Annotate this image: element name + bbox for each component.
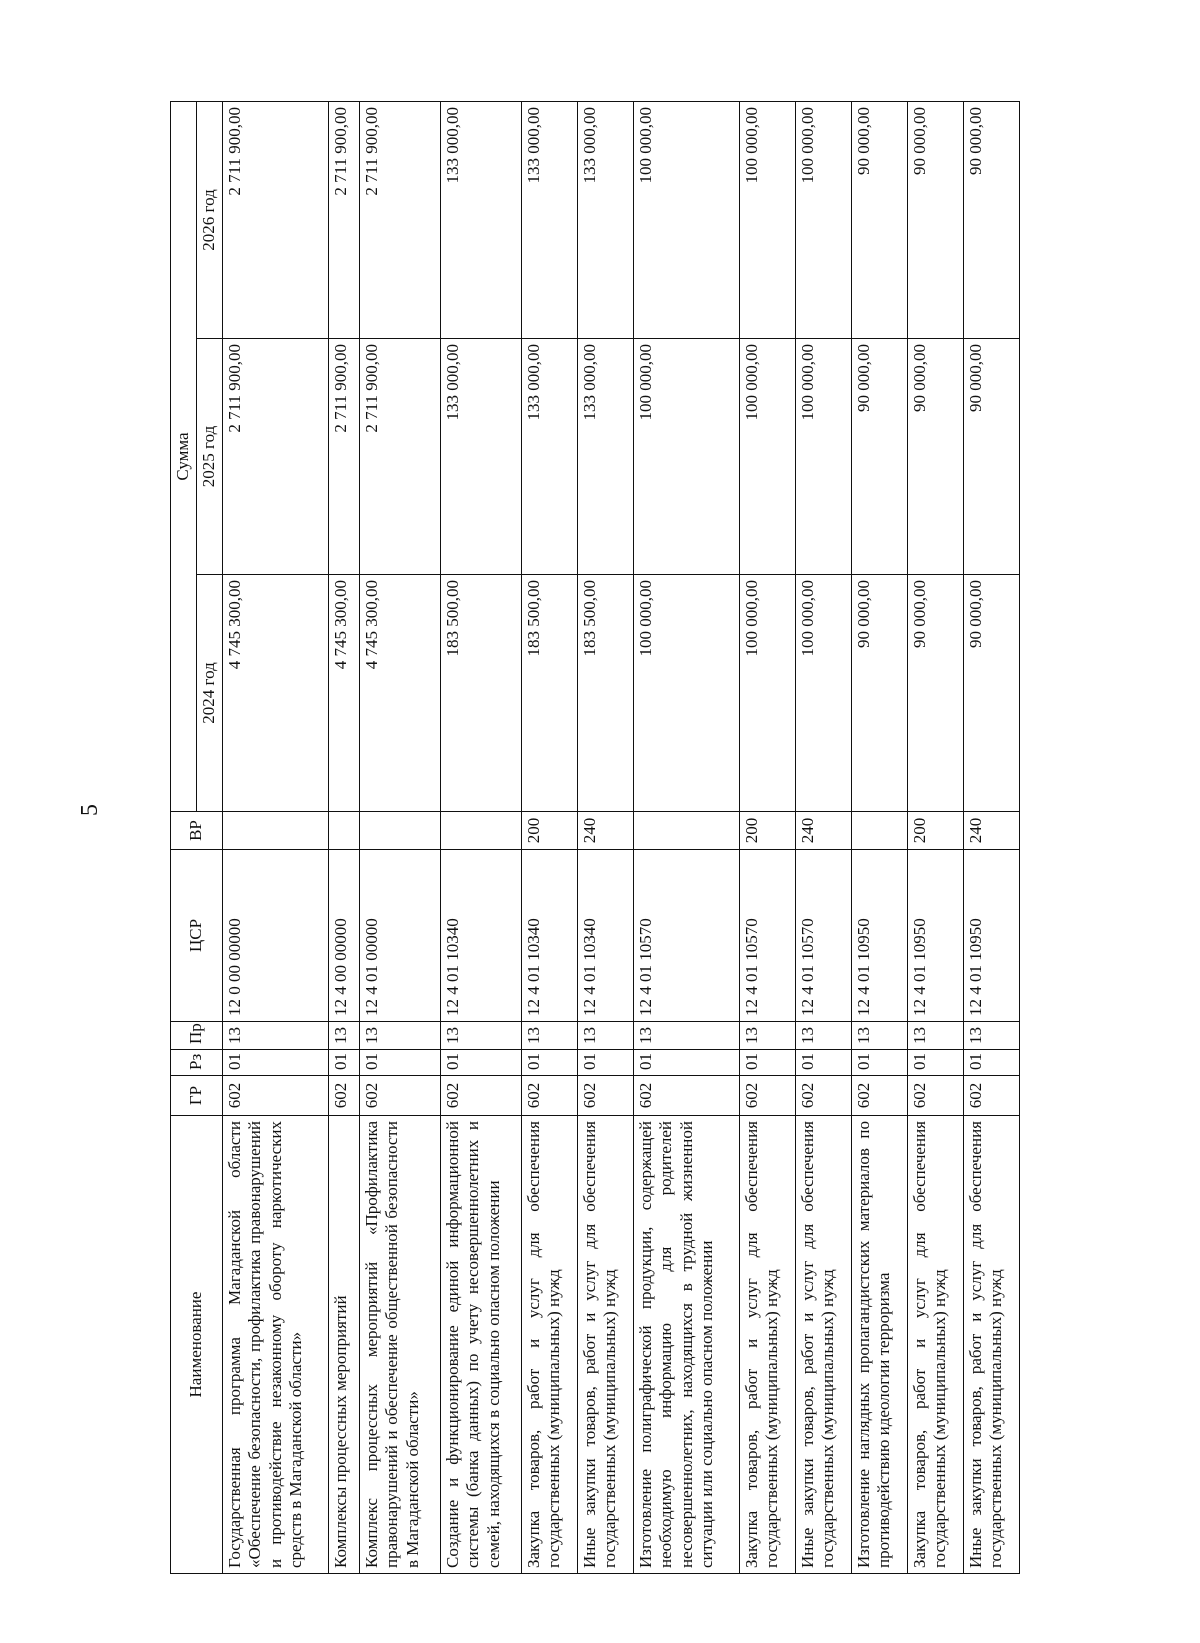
cell-name: Закупка товаров, работ и услуг для обеспечения государственных (муниципальных) нужд	[739, 1116, 795, 1574]
cell-csr: 12 4 01 10570	[795, 850, 851, 1022]
cell-2026: 100 000,00	[739, 101, 795, 338]
cell-pr: 13	[963, 1022, 1019, 1050]
cell-csr: 12 4 01 10950	[907, 850, 963, 1022]
cell-rz: 01	[359, 1050, 440, 1076]
cell-gr: 602	[521, 1076, 577, 1116]
cell-gr: 602	[577, 1076, 633, 1116]
cell-vr: 200	[739, 812, 795, 850]
cell-rz: 01	[521, 1050, 577, 1076]
cell-vr: 200	[907, 812, 963, 850]
cell-2025: 2 711 900,00	[359, 339, 440, 575]
table-row	[633, 101, 739, 1573]
cell-2026: 100 000,00	[795, 101, 851, 338]
table-row	[907, 101, 963, 1573]
budget-table	[170, 101, 1020, 1574]
cell-csr: 12 4 01 10950	[963, 850, 1019, 1022]
cell-name: Иные закупки товаров, работ и услуг для обеспечения государственных (муниципальных) нужд	[577, 1116, 633, 1574]
cell-pr: 13	[521, 1022, 577, 1050]
cell-name: Государственная программа Магаданской области «Обеспечение безопасности, профилактика правонарушений и противодействие незаконному обороту наркотических средств в Магаданской области»	[223, 1116, 329, 1574]
cell-rz: 01	[577, 1050, 633, 1076]
cell-2026: 90 000,00	[963, 101, 1019, 338]
cell-2026: 100 000,00	[633, 101, 739, 338]
cell-vr: 240	[963, 812, 1019, 850]
table-row	[963, 101, 1019, 1573]
cell-2026: 2 711 900,00	[223, 101, 329, 338]
page-number: 5	[77, 804, 103, 816]
cell-name: Изготовление наглядных пропагандистских материалов по противодействию идеологии терроризма	[851, 1116, 907, 1574]
cell-csr: 12 4 01 10950	[851, 850, 907, 1022]
header-pr: Пр	[171, 1022, 223, 1050]
cell-2025: 90 000,00	[851, 339, 907, 575]
cell-2025: 90 000,00	[963, 339, 1019, 575]
cell-gr: 602	[440, 1076, 521, 1116]
cell-2026: 90 000,00	[907, 101, 963, 338]
cell-2026: 133 000,00	[521, 101, 577, 338]
cell-name: Комплексы процессных мероприятий	[328, 1116, 359, 1574]
cell-rz: 01	[907, 1050, 963, 1076]
cell-vr	[440, 812, 521, 850]
cell-csr: 12 4 01 10340	[521, 850, 577, 1022]
table-row	[440, 101, 521, 1573]
cell-2025: 2 711 900,00	[223, 339, 329, 575]
cell-csr: 12 4 01 10340	[440, 850, 521, 1022]
cell-vr	[633, 812, 739, 850]
cell-vr	[328, 812, 359, 850]
cell-name: Иные закупки товаров, работ и услуг для обеспечения государственных (муниципальных) нужд	[795, 1116, 851, 1574]
cell-rz: 01	[328, 1050, 359, 1076]
cell-vr	[851, 812, 907, 850]
table-header	[171, 101, 223, 1573]
cell-name: Закупка товаров, работ и услуг для обеспечения государственных (муниципальных) нужд	[907, 1116, 963, 1574]
cell-2026: 2 711 900,00	[328, 101, 359, 338]
cell-2024: 90 000,00	[907, 575, 963, 812]
header-sum: Сумма	[171, 101, 197, 811]
cell-2025: 100 000,00	[795, 339, 851, 575]
cell-pr: 13	[795, 1022, 851, 1050]
cell-2025: 100 000,00	[739, 339, 795, 575]
cell-rz: 01	[223, 1050, 329, 1076]
cell-pr: 13	[739, 1022, 795, 1050]
header-2026: 2026 год	[197, 101, 223, 338]
header-name: Наименование	[171, 1116, 223, 1574]
cell-2026: 2 711 900,00	[359, 101, 440, 338]
cell-2025: 2 711 900,00	[328, 339, 359, 575]
cell-2025: 90 000,00	[907, 339, 963, 575]
cell-gr: 602	[795, 1076, 851, 1116]
cell-pr: 13	[577, 1022, 633, 1050]
table-row	[359, 101, 440, 1573]
cell-2024: 100 000,00	[795, 575, 851, 812]
cell-name: Комплекс процессных мероприятий «Профилактика правонарушений и обеспечение общественной безопасности в Магаданской области»	[359, 1116, 440, 1574]
table-body	[223, 101, 1020, 1573]
cell-pr: 13	[440, 1022, 521, 1050]
cell-2024: 4 745 300,00	[359, 575, 440, 812]
cell-csr: 12 4 01 10340	[577, 850, 633, 1022]
cell-pr: 13	[633, 1022, 739, 1050]
cell-rz: 01	[440, 1050, 521, 1076]
cell-vr: 240	[577, 812, 633, 850]
cell-2025: 133 000,00	[577, 339, 633, 575]
table-row	[739, 101, 795, 1573]
table-row	[795, 101, 851, 1573]
cell-2024: 183 500,00	[440, 575, 521, 812]
cell-rz: 01	[739, 1050, 795, 1076]
cell-2025: 133 000,00	[521, 339, 577, 575]
cell-2025: 100 000,00	[633, 339, 739, 575]
cell-pr: 13	[328, 1022, 359, 1050]
cell-gr: 602	[359, 1076, 440, 1116]
cell-vr: 240	[795, 812, 851, 850]
cell-name: Создание и функционирование единой информационной системы (банка данных) по учету несовершеннолетних и семей, находящихся в социально опасном положении	[440, 1116, 521, 1574]
header-2024: 2024 год	[197, 575, 223, 812]
cell-2026: 133 000,00	[440, 101, 521, 338]
cell-pr: 13	[359, 1022, 440, 1050]
cell-rz: 01	[633, 1050, 739, 1076]
header-csr: ЦСР	[171, 850, 223, 1022]
cell-2024: 100 000,00	[633, 575, 739, 812]
cell-2024: 183 500,00	[521, 575, 577, 812]
cell-2024: 183 500,00	[577, 575, 633, 812]
cell-2024: 90 000,00	[851, 575, 907, 812]
cell-pr: 13	[223, 1022, 329, 1050]
header-rz: Рз	[171, 1050, 223, 1076]
table-row	[577, 101, 633, 1573]
cell-pr: 13	[907, 1022, 963, 1050]
cell-2024: 90 000,00	[963, 575, 1019, 812]
cell-2025: 133 000,00	[440, 339, 521, 575]
table-row	[223, 101, 329, 1573]
cell-gr: 602	[739, 1076, 795, 1116]
cell-csr: 12 4 00 00000	[328, 850, 359, 1022]
cell-gr: 602	[963, 1076, 1019, 1116]
table-row	[851, 101, 907, 1573]
table-row	[521, 101, 577, 1573]
cell-vr: 200	[521, 812, 577, 850]
cell-vr	[359, 812, 440, 850]
cell-name: Иные закупки товаров, работ и услуг для обеспечения государственных (муниципальных) нужд	[963, 1116, 1019, 1574]
header-2025: 2025 год	[197, 339, 223, 575]
cell-csr: 12 4 01 10570	[633, 850, 739, 1022]
cell-gr: 602	[223, 1076, 329, 1116]
cell-rz: 01	[851, 1050, 907, 1076]
cell-2024: 100 000,00	[739, 575, 795, 812]
header-vr: ВР	[171, 812, 223, 850]
cell-rz: 01	[963, 1050, 1019, 1076]
header-gr: ГР	[171, 1076, 223, 1116]
cell-csr: 12 4 01 00000	[359, 850, 440, 1022]
cell-gr: 602	[633, 1076, 739, 1116]
cell-2024: 4 745 300,00	[223, 575, 329, 812]
cell-csr: 12 0 00 00000	[223, 850, 329, 1022]
cell-pr: 13	[851, 1022, 907, 1050]
cell-2024: 4 745 300,00	[328, 575, 359, 812]
cell-2026: 133 000,00	[577, 101, 633, 338]
cell-name: Изготовление полиграфической продукции, содержащей необходимую информацию для родителей несовершеннолетних, находящихся в трудной жизненной ситуации или социально опасном положении	[633, 1116, 739, 1574]
rotated-table-wrapper	[170, 102, 1020, 1574]
cell-gr: 602	[851, 1076, 907, 1116]
cell-gr: 602	[328, 1076, 359, 1116]
cell-name: Закупка товаров, работ и услуг для обеспечения государственных (муниципальных) нужд	[521, 1116, 577, 1574]
cell-2026: 90 000,00	[851, 101, 907, 338]
cell-gr: 602	[907, 1076, 963, 1116]
cell-csr: 12 4 01 10570	[739, 850, 795, 1022]
table-row	[328, 101, 359, 1573]
cell-rz: 01	[795, 1050, 851, 1076]
cell-vr	[223, 812, 329, 850]
